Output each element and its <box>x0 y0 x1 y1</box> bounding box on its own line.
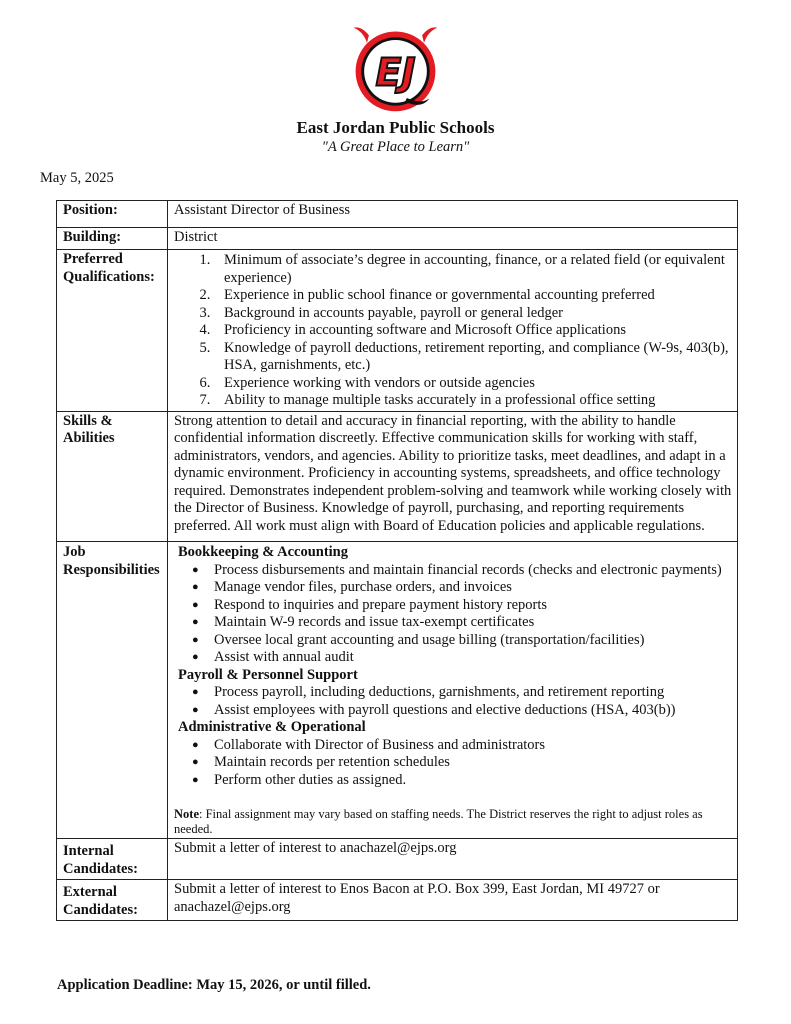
list-item: 7. Ability to manage multiple tasks accurately in a professional office setting <box>214 392 733 410</box>
devil-horn-right-icon <box>422 27 437 43</box>
external-label: External Candidates: <box>57 880 168 921</box>
qualifications-list <box>174 252 733 410</box>
list-item: ● Process disbursements and maintain financial records (checks and electronic payments) <box>192 561 722 578</box>
building-label: Building: <box>57 228 168 250</box>
list-item: ● Respond to inquiries and prepare payment history reports <box>192 596 548 613</box>
internal-label: Internal Candidates: <box>57 839 168 880</box>
bullet-icon: ● <box>192 651 199 663</box>
table-row <box>57 250 738 412</box>
internal-text: Submit a letter of interest to anachazel@ejps.org <box>168 839 738 880</box>
building-value: District <box>168 228 738 250</box>
administrative-list <box>174 737 733 790</box>
section-title: Payroll & Personnel Support <box>178 666 358 683</box>
table-row <box>57 228 738 250</box>
skills-text: Strong attention to detail and accuracy in financial reporting, with the ability to handle confidential information discreetly. Effective communication skills for working with staff, administrators, vendors, and agencies. Ability to prioritize tasks, meet deadlines, and adapt in a dynamic environment. Proficiency in accounting systems, spreadsheets, and office technology required. Demonstrates independent problem-solving and teamwork while working closely with the Director of Business. Knowledge of payroll, purchasing, and reporting requirements preferred. All work must align with Board of Education policies and applicable regulations. <box>168 411 738 542</box>
list-item: ● Process payroll, including deductions, garnishments, and retirement reporting <box>192 684 665 700</box>
bullet-icon: ● <box>192 756 199 768</box>
list-item: ● Collaborate with Director of Business and administrators <box>192 736 546 753</box>
bullet-icon: ● <box>192 703 199 716</box>
section-title: Bookkeeping & Accounting <box>178 544 348 560</box>
note-label: Note <box>174 807 199 821</box>
list-item: ● Maintain W-9 records and issue tax-exempt certificates <box>192 614 535 630</box>
posting-date: May 5, 2025 <box>40 170 114 186</box>
table-row <box>57 880 738 921</box>
bookkeeping-list <box>174 562 733 667</box>
list-item: ● Assist with annual audit <box>192 649 354 665</box>
list-item: 6. Experience working with vendors or outside agencies <box>214 375 733 393</box>
qualifications-label: Preferred Qualifications: <box>57 250 168 412</box>
list-item: 4. Proficiency in accounting software and Microsoft Office applications <box>214 322 733 340</box>
position-label: Position: <box>57 201 168 228</box>
note <box>174 807 733 837</box>
devil-horn-left-icon <box>354 27 369 43</box>
application-deadline: Application Deadline: May 15, 2026, or until filled. <box>57 977 371 993</box>
table-row <box>57 411 738 542</box>
skills-label: Skills & Abilities <box>57 411 168 542</box>
payroll-list <box>174 684 733 719</box>
list-item: 2. Experience in public school finance or governmental accounting preferred <box>214 287 733 305</box>
school-logo <box>348 22 443 117</box>
tagline: "A Great Place to Learn" <box>321 139 470 155</box>
section-title: Administrative & Operational <box>178 719 366 735</box>
position-value: Assistant Director of Business <box>168 201 738 228</box>
note-text: : Final assignment may vary based on staffing needs. The District reserves the right to adjust roles as needed. <box>174 807 703 836</box>
list-item: 3. Background in accounts payable, payroll or general ledger <box>214 305 733 323</box>
list-item: 1. Minimum of associate’s degree in accounting, finance, or a related field (or equivalent experience) <box>214 252 733 287</box>
list-item: 5. Knowledge of payroll deductions, retirement reporting, and compliance (W-9s, 403(b), HSA, garnishments, etc.) <box>214 340 733 375</box>
list-item: ● Manage vendor files, purchase orders, and invoices <box>192 579 512 595</box>
table-row <box>57 201 738 228</box>
list-item: ● Assist employees with payroll questions and elective deductions (HSA, 403(b)) <box>192 701 676 718</box>
table-row <box>57 839 738 880</box>
job-posting-table <box>56 200 738 921</box>
bullet-icon: ● <box>192 738 199 751</box>
responsibilities-label: Job Responsibilities <box>57 542 168 839</box>
bullet-icon: ● <box>192 598 199 611</box>
table-row <box>57 542 738 839</box>
list-item: ● Oversee local grant accounting and usage billing (transportation/facilities) <box>192 631 645 648</box>
external-text: Submit a letter of interest to Enos Bacon at P.O. Box 399, East Jordan, MI 49727 or anachazel@ejps.org <box>168 880 738 921</box>
list-item: ● Maintain records per retention schedules <box>192 754 450 770</box>
bullet-icon: ● <box>192 563 199 576</box>
bullet-icon: ● <box>192 581 199 593</box>
bullet-icon: ● <box>192 633 199 646</box>
org-name: East Jordan Public Schools <box>296 118 495 137</box>
list-item: ● Perform other duties as assigned. <box>192 771 407 788</box>
bullet-icon: ● <box>192 686 199 698</box>
bullet-icon: ● <box>192 616 199 628</box>
logo-letters: EJ <box>375 50 416 95</box>
bullet-icon: ● <box>192 773 199 786</box>
